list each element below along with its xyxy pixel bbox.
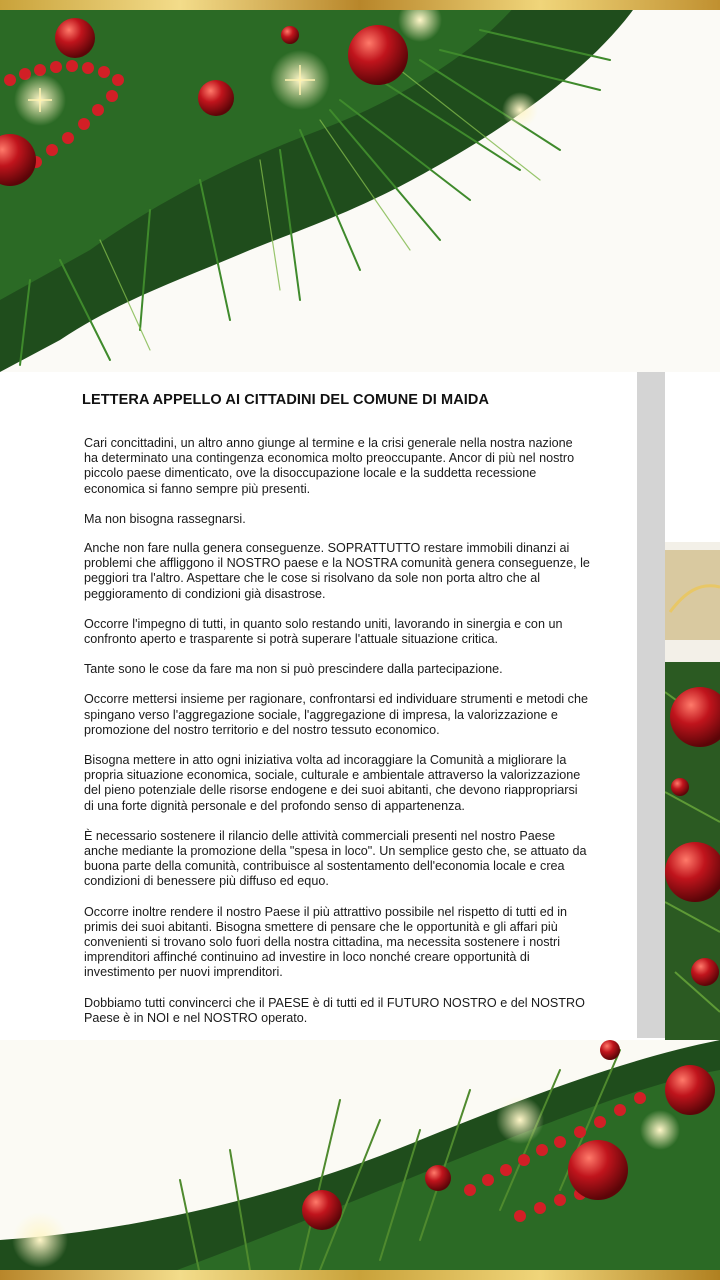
paragraph: Anche non fare nulla genera conseguenze. SOPRATTUTTO restare immobili dinanzi ai problemi che affliggono il NOSTRO paese e la NOSTRA comunità genera conseguenze, le peggiori tra l'altro. Aspettare che le cose si risolvano da sole non porta altro che al peggioramento di condizioni già disastrose. bbox=[84, 541, 590, 601]
paragraph: Tante sono le cose da fare ma non si può prescindere dalla partecipazione. bbox=[84, 662, 503, 677]
christmas-garland-icon bbox=[0, 1040, 720, 1280]
paragraph: Dobbiamo tutti convincerci che il PAESE è di tutti ed il FUTURO NOSTRO e del NOSTRO Paese è in NOI e nel NOSTRO operato. bbox=[84, 995, 585, 1025]
christmas-ornaments-icon bbox=[665, 372, 720, 1042]
paragraph: È necessario sostenere il rilancio delle attività commerciali presenti nel nostro Paese anche mediante la promozione della "spesa in loco". Un semplice gesto che, se attuato da buona parte della comunità, contribuisce al sostentamento dell'economia locale e crea condizioni di benessere più diffuso ed equo. bbox=[84, 828, 587, 889]
christmas-ornaments-right bbox=[665, 372, 720, 1042]
letter-body bbox=[84, 436, 590, 1041]
paragraph: Occorre inoltre rendere il nostro Paese il più attrattivo possibile nel rispetto di tutti ed in primis dei suoi abitanti. Bisogna smettere di pensare che le opportunità e gli affari più convenienti si trovano solo fuori della nostra cittadina, ma necessita sostenere i nostri imprenditori affinché continuino ad investire in loco nonché creare opportunità di investimento per nuovi imprenditori. bbox=[84, 904, 568, 980]
paragraph: Cari concittadini, un altro anno giunge al termine e la crisi generale nella nostra nazione ha determinato una contingenza economica molto preoccupante. Ancor di più nel nostro piccolo paese dimenticato, ove la disoccupazione locale e la suddetta recessione economica si fanno sempre più presenti. bbox=[84, 436, 575, 496]
christmas-garland-top bbox=[0, 0, 720, 372]
christmas-garland-bottom bbox=[0, 1040, 720, 1280]
paragraph: Occorre l'impegno di tutti, in quanto solo restando uniti, lavorando in sinergia e con un confronto aperto e trasparente si potrà superare l'attuale situazione critica. bbox=[84, 616, 563, 647]
paragraph: Occorre mettersi insieme per ragionare, confrontarsi ed individuare strumenti e metodi che spingano verso l'aggregazione sociale, l'aggregazione di impresa, la valorizzazione e promozione del nostro territorio e del nostro tessuto economico. bbox=[84, 692, 588, 737]
letter-title: LETTERA APPELLO AI CITTADINI DEL COMUNE DI MAIDA bbox=[82, 392, 490, 408]
christmas-garland-icon bbox=[0, 0, 720, 372]
paragraph: Ma non bisogna rassegnarsi. bbox=[84, 511, 246, 526]
gold-frame-bottom bbox=[0, 1270, 720, 1280]
letter-page-edge bbox=[637, 372, 665, 1038]
paragraph: Bisogna mettere in atto ogni iniziativa volta ad incoraggiare la Comunità a migliorare la propria situazione economica, sociale, culturale e ambientale attraverso la valorizzazione del pieno potenziale delle risorse endogene e dei suoi abitanti, che devono riappropriarsi di una forte dignità personale e del profondo senso di appartenenza. bbox=[84, 753, 581, 813]
gold-frame-top bbox=[0, 0, 720, 10]
